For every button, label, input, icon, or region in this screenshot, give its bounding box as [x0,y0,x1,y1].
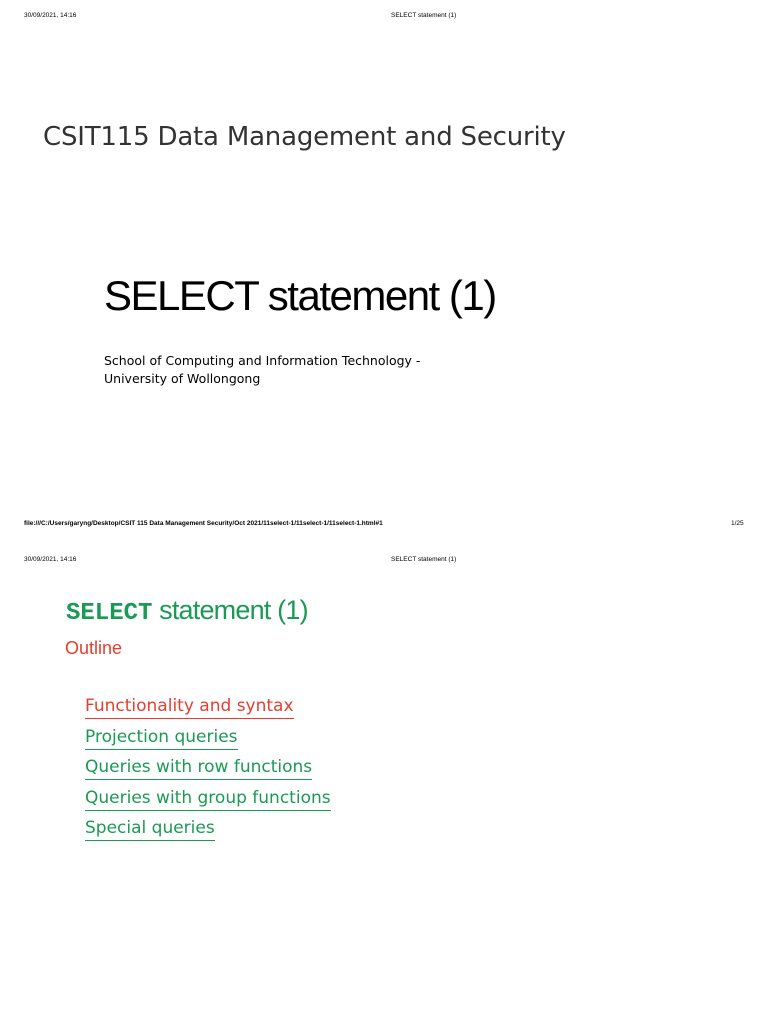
outline-link-functionality[interactable]: Functionality and syntax [85,695,294,719]
outline-item [85,726,331,757]
slide-title: SELECT statement (1) [104,272,496,319]
select-keyword: SELECT [66,600,153,627]
outline-link-special[interactable]: Special queries [85,817,215,841]
outline-link-projection[interactable]: Projection queries [85,726,238,750]
affiliation-line-2: University of Wollongong [104,371,261,386]
outline-item [85,695,331,726]
print-header-datetime: 30/09/2021, 14:16 [24,12,77,19]
print-footer-page-number: 1/25 [731,520,744,527]
outline-item [85,756,331,787]
affiliation-line-1: School of Computing and Information Technology - [104,353,421,368]
outline-label: Outline [65,638,123,658]
print-header-datetime-page-2: 30/09/2021, 14:16 [24,556,77,563]
print-header-title: SELECT statement (1) [391,12,457,19]
outline-item [85,817,331,848]
course-title: CSIT115 Data Management and Security [43,122,566,152]
print-header-title-page-2: SELECT statement (1) [391,556,457,563]
slide-2-title [66,595,308,627]
outline-list [85,695,331,848]
affiliation [104,352,420,388]
outline-link-row-functions[interactable]: Queries with row functions [85,756,312,780]
outline-link-group-functions[interactable]: Queries with group functions [85,787,331,811]
outline-item [85,787,331,818]
slide-2-title-rest: statement (1) [152,595,308,625]
print-footer-path: file:///C:/Users/garyng/Desktop/CSIT 115 Data Management Security/Oct 2021/11select-1/11select-1/11select-1.html#1 [24,520,383,527]
